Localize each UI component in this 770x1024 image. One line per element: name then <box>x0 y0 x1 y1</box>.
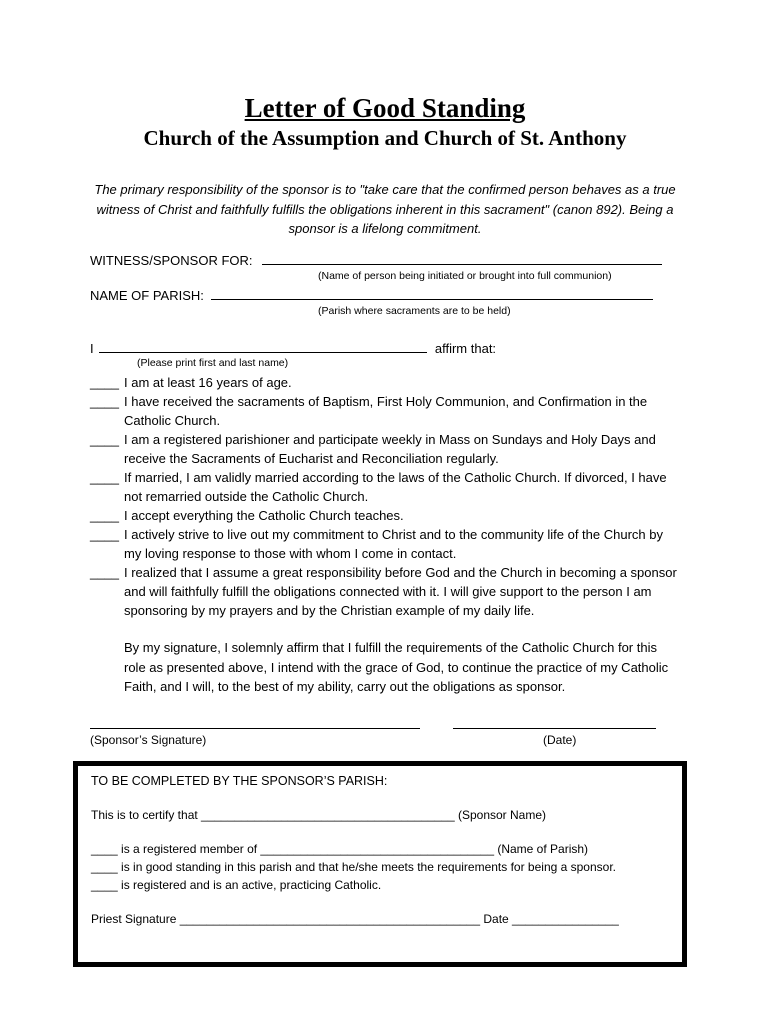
signature-paragraph: By my signature, I solemnly affirm that I fulfill the requirements of the Catholic Church for this role as presented above, I intend with the grace of God, to continue the practice of my Catholic Faith, and I will, to the best of my ability, carry out the obligations as sponsor. <box>124 640 669 694</box>
witness-row <box>90 252 662 268</box>
signature-date-line[interactable] <box>453 728 656 729</box>
sponsor-signature-line[interactable] <box>90 728 420 729</box>
affirmation-text: I have received the sacraments of Baptism, First Holy Communion, and Confirmation in the Catholic Church. <box>124 394 648 428</box>
affirmation-text: I accept everything the Catholic Church teaches. <box>124 508 404 523</box>
affirmation-text: I actively strive to live out my commitment to Christ and to the community life of the Church by my loving response to those with whom I come in contact. <box>124 527 663 561</box>
good-standing-line[interactable]: ____ is in good standing in this parish and that he/she meets the requirements for being a sponsor. <box>91 860 616 874</box>
initial-blank[interactable]: ____ <box>90 394 119 409</box>
witness-field[interactable] <box>262 252 662 265</box>
church-name: Church of the Assumption and Church of St. Anthony <box>143 126 627 150</box>
sponsor-name-field[interactable] <box>99 340 427 353</box>
affirmation-item <box>90 563 680 620</box>
parish-label: NAME OF PARISH: <box>90 288 204 303</box>
affirmation-item <box>90 392 680 430</box>
parish-verification-box <box>73 761 687 967</box>
intro-paragraph: The primary responsibility of the sponsor is to "take care that the confirmed person behaves as a true witness of Christ and faithfully fulfills the obligations inherent in this sacrament" (canon 892). Being a sponsor is a lifelong commitment. <box>94 182 676 236</box>
initial-blank[interactable]: ____ <box>90 375 119 390</box>
certify-line[interactable]: This is to certify that ______________________________________ (Sponsor Name) <box>91 808 547 822</box>
box-heading: TO BE COMPLETED BY THE SPONSOR’S PARISH: <box>91 774 388 788</box>
i-label: I <box>90 341 94 356</box>
parish-field[interactable] <box>211 287 653 300</box>
affirmation-text: I realized that I assume a great responsibility before God and the Church in becoming a sponsor and will faithfully fulfill the obligations connected with it. I will give support to the person I am sponsoring by my prayers and by the Christian example of my daily life. <box>124 565 677 618</box>
document-title: Letter of Good Standing <box>244 93 526 123</box>
parish-row <box>90 287 653 303</box>
affirmation-text: I am at least 16 years of age. <box>124 375 292 390</box>
initial-blank[interactable]: ____ <box>90 470 119 485</box>
priest-signature-line[interactable]: Priest Signature _____________________________________________ Date ________________ <box>91 912 619 926</box>
affirmation-text: I am a registered parishioner and participate weekly in Mass on Sundays and Holy Days and receive the Sacraments of Eucharist and Reconciliation regularly. <box>124 432 656 466</box>
affirmation-item <box>90 506 680 525</box>
sponsor-signature-label: (Sponsor’s Signature) <box>90 733 207 747</box>
initial-blank[interactable]: ____ <box>90 432 119 447</box>
parish-hint: (Parish where sacraments are to be held) <box>318 305 511 317</box>
affirmation-item <box>90 468 680 506</box>
affirm-label: affirm that: <box>434 341 497 356</box>
initial-blank[interactable]: ____ <box>90 527 119 542</box>
affirmation-item <box>90 525 680 563</box>
affirmation-text: If married, I am validly married according to the laws of the Catholic Church. If divorced, I have not remarried outside the Catholic Church. <box>124 470 667 504</box>
affirm-row <box>90 340 496 356</box>
name-hint: (Please print first and last name) <box>137 357 289 369</box>
initial-blank[interactable]: ____ <box>90 565 119 580</box>
witness-hint: (Name of person being initiated or brought into full communion) <box>318 270 612 282</box>
witness-label: WITNESS/SPONSOR FOR: <box>90 253 253 268</box>
active-catholic-line[interactable]: ____ is registered and is an active, practicing Catholic. <box>91 878 382 892</box>
affirmation-item <box>90 373 680 392</box>
registered-member-line[interactable]: ____ is a registered member of ___________________________________ (Name of Parish) <box>91 842 589 856</box>
initial-blank[interactable]: ____ <box>90 508 119 523</box>
affirmation-item <box>90 430 680 468</box>
date-label: (Date) <box>543 733 577 747</box>
